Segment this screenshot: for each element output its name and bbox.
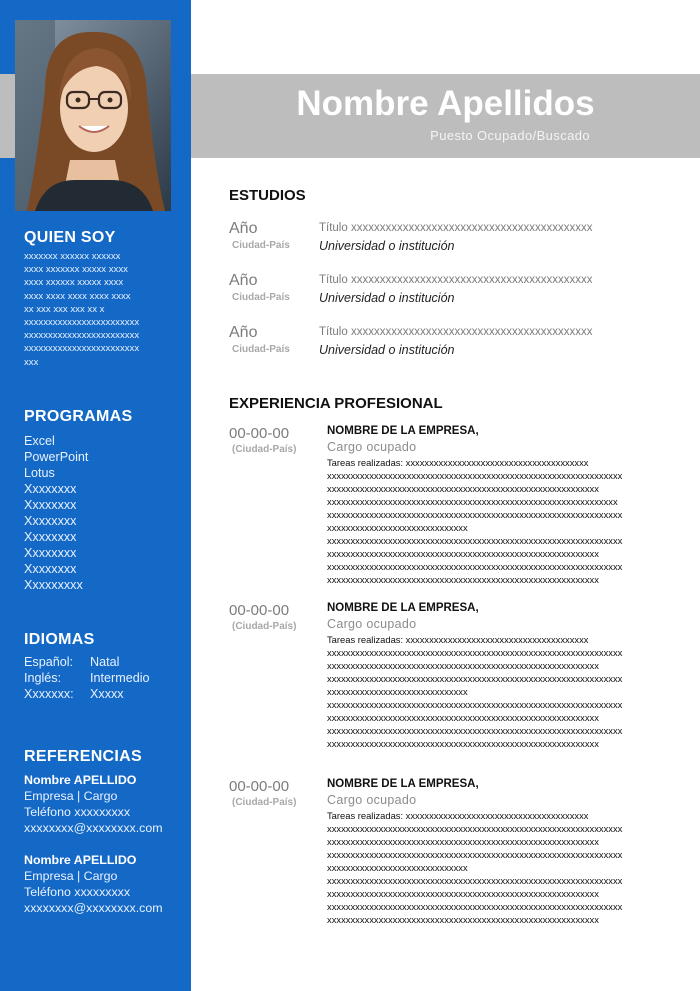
- study-institution: Universidad o institución: [319, 239, 455, 253]
- study-year: Año: [229, 324, 258, 341]
- reference-company: Empresa | Cargo: [24, 869, 118, 883]
- quien-soy-title: QUIEN SOY: [24, 229, 116, 246]
- reference-phone: Teléfono xxxxxxxxx: [24, 805, 131, 819]
- programa-item: Excel: [24, 434, 55, 448]
- idiomas-title: IDIOMAS: [24, 631, 95, 648]
- programa-item: Xxxxxxxx: [24, 482, 77, 496]
- quien-soy-line: xxx: [24, 356, 39, 368]
- reference-phone: Teléfono xxxxxxxxx: [24, 885, 131, 899]
- task-line: xxxxxxxxxxxxxxxxxxxxxxxxxxxxxxxxxxxxxxxxxxxxxxxxxxxxxxxxxxxxxx: [327, 496, 618, 507]
- experiencia-title: EXPERIENCIA PROFESIONAL: [229, 395, 443, 412]
- study-institution: Universidad o institución: [319, 343, 455, 357]
- task-line: xxxxxxxxxxxxxxxxxxxxxxxxxxxxxxxxxxxxxxxxxxxxxxxxxxxxxxxxxxxxxxx: [327, 699, 623, 710]
- quien-soy-line: xxxx xxxxxx xxxxx xxxx: [24, 277, 124, 289]
- programas-title: PROGRAMAS: [24, 408, 133, 425]
- quien-soy-line: xxxx xxxxxxx xxxxx xxxx: [24, 264, 128, 276]
- task-line: xxxxxxxxxxxxxxxxxxxxxxxxxxxxxxxxxxxxxxxxxxxxxxxxxxxxxxxxxx: [327, 836, 599, 847]
- idioma-row: [24, 655, 119, 669]
- experience-date: 00-00-00: [229, 602, 290, 619]
- profile-photo-icon: [15, 20, 171, 211]
- task-line: xxxxxxxxxxxxxxxxxxxxxxxxxxxxxxxxxxxxxxxxxxxxxxxxxxxxxxxxxx: [327, 660, 599, 671]
- study-title: Título xxxxxxxxxxxxxxxxxxxxxxxxxxxxxxxxxxxxxxxxxx: [319, 222, 593, 234]
- experience-role: Cargo ocupado: [327, 440, 417, 454]
- study-institution: Universidad o institución: [319, 291, 455, 305]
- programa-item: Xxxxxxxx: [24, 498, 77, 512]
- idioma-language: Xxxxxxx:: [24, 687, 74, 701]
- programa-item: Xxxxxxxx: [24, 562, 77, 576]
- task-line: xxxxxxxxxxxxxxxxxxxxxxxxxxxxxx: [327, 522, 468, 533]
- study-year: Año: [229, 272, 258, 289]
- reference-block: [24, 772, 163, 836]
- study-city: Ciudad-País: [232, 344, 290, 355]
- study-year: Año: [229, 220, 258, 237]
- task-line: xxxxxxxxxxxxxxxxxxxxxxxxxxxxxxxxxxxxxxxxxxxxxxxxxxxxxxxxxxxxxxx: [327, 673, 623, 684]
- reference-email: xxxxxxxx@xxxxxxxx.com: [24, 821, 163, 835]
- experience-company: NOMBRE DE LA EMPRESA,: [327, 778, 479, 790]
- reference-block: [24, 852, 163, 916]
- task-line: xxxxxxxxxxxxxxxxxxxxxxxxxxxxxxxxxxxxxxxxxxxxxxxxxxxxxxxxxxxxxxx: [327, 647, 623, 658]
- quien-soy-line: xxxxxxxxxxxxxxxxxxxxxxxx: [24, 330, 140, 342]
- quien-soy-line: xxxxxxxxxxxxxxxxxxxxxxxx: [24, 343, 140, 355]
- task-line: xxxxxxxxxxxxxxxxxxxxxxxxxxxxxx: [327, 862, 468, 873]
- study-item: [229, 220, 679, 260]
- estudios-title: ESTUDIOS: [229, 187, 306, 204]
- idioma-level: Intermedio: [90, 671, 150, 685]
- task-line: xxxxxxxxxxxxxxxxxxxxxxxxxxxxxxxxxxxxxxxxxxxxxxxxxxxxxxxxxxxxxxx: [327, 875, 623, 886]
- experience-city: (Ciudad-País): [232, 797, 297, 808]
- experience-date: 00-00-00: [229, 778, 290, 795]
- task-line: xxxxxxxxxxxxxxxxxxxxxxxxxxxxxxxxxxxxxxxxxxxxxxxxxxxxxxxxxx: [327, 574, 599, 585]
- task-line: xxxxxxxxxxxxxxxxxxxxxxxxxxxxxxxxxxxxxxxxxxxxxxxxxxxxxxxxxxxxxxx: [327, 470, 623, 481]
- reference-name: Nombre APELLIDO: [24, 773, 137, 787]
- study-title: Título xxxxxxxxxxxxxxxxxxxxxxxxxxxxxxxxxxxxxxxxxx: [319, 326, 593, 338]
- experience-role: Cargo ocupado: [327, 617, 417, 631]
- task-line: xxxxxxxxxxxxxxxxxxxxxxxxxxxxxxxxxxxxxxxxxxxxxxxxxxxxxxxxxx: [327, 888, 599, 899]
- programa-item: Lotus: [24, 466, 55, 480]
- page-subtitle: Puesto Ocupado/Buscado: [430, 128, 590, 143]
- idioma-language: Español:: [24, 655, 74, 669]
- idioma-row: [24, 671, 150, 685]
- programas-list: [24, 433, 88, 593]
- programa-item: Xxxxxxxx: [24, 546, 77, 560]
- task-line: xxxxxxxxxxxxxxxxxxxxxxxxxxxxxxxxxxxxxxxxxxxxxxxxxxxxxxxxxx: [327, 483, 599, 494]
- referencias-title: REFERENCIAS: [24, 748, 142, 765]
- task-line: xxxxxxxxxxxxxxxxxxxxxxxxxxxxxxxxxxxxxxxxxxxxxxxxxxxxxxxxxxxxxxx: [327, 901, 623, 912]
- task-line: Tareas realizadas: xxxxxxxxxxxxxxxxxxxxxxxxxxxxxxxxxxxxxxx: [327, 457, 589, 468]
- task-line: xxxxxxxxxxxxxxxxxxxxxxxxxxxxxxxxxxxxxxxxxxxxxxxxxxxxxxxxxxxxxxx: [327, 561, 623, 572]
- idioma-level: Xxxxx: [90, 687, 124, 701]
- task-line: xxxxxxxxxxxxxxxxxxxxxxxxxxxxxxxxxxxxxxxxxxxxxxxxxxxxxxxxxxxxxxx: [327, 849, 623, 860]
- task-line: xxxxxxxxxxxxxxxxxxxxxxxxxxxxxxxxxxxxxxxxxxxxxxxxxxxxxxxxxxxxxxx: [327, 823, 623, 834]
- task-line: xxxxxxxxxxxxxxxxxxxxxxxxxxxxxxxxxxxxxxxxxxxxxxxxxxxxxxxxxxxxxxx: [327, 725, 623, 736]
- reference-name: Nombre APELLIDO: [24, 853, 137, 867]
- experience-company: NOMBRE DE LA EMPRESA,: [327, 425, 479, 437]
- quien-soy-text: [24, 250, 174, 369]
- task-line: xxxxxxxxxxxxxxxxxxxxxxxxxxxxxxxxxxxxxxxxxxxxxxxxxxxxxxxxxx: [327, 738, 599, 749]
- experience-city: (Ciudad-País): [232, 621, 297, 632]
- idioma-language: Inglés:: [24, 671, 62, 685]
- task-line: xxxxxxxxxxxxxxxxxxxxxxxxxxxxxxxxxxxxxxxxxxxxxxxxxxxxxxxxxx: [327, 914, 599, 925]
- task-line: xxxxxxxxxxxxxxxxxxxxxxxxxxxxxxxxxxxxxxxxxxxxxxxxxxxxxxxxxxxxxxx: [327, 535, 623, 546]
- programa-item: Xxxxxxxxx: [24, 578, 83, 592]
- programa-item: Xxxxxxxx: [24, 514, 77, 528]
- quien-soy-line: xx xxx xxx xxx xx x: [24, 303, 105, 315]
- study-item: [229, 272, 679, 312]
- profile-photo: [15, 20, 171, 211]
- task-line: Tareas realizadas: xxxxxxxxxxxxxxxxxxxxxxxxxxxxxxxxxxxxxxx: [327, 634, 589, 645]
- study-item: [229, 324, 679, 364]
- idioma-level: Natal: [90, 655, 120, 669]
- experience-tasks: [327, 809, 655, 926]
- reference-company: Empresa | Cargo: [24, 789, 118, 803]
- reference-email: xxxxxxxx@xxxxxxxx.com: [24, 901, 163, 915]
- quien-soy-line: xxxx xxxx xxxx xxxx xxxx: [24, 290, 131, 302]
- study-city: Ciudad-País: [232, 292, 290, 303]
- idioma-row: [24, 687, 124, 701]
- experience-role: Cargo ocupado: [327, 793, 417, 807]
- programa-item: Xxxxxxxx: [24, 530, 77, 544]
- programa-item: PowerPoint: [24, 450, 89, 464]
- page-title: Nombre Apellidos: [296, 84, 595, 123]
- experience-tasks: [327, 633, 655, 750]
- task-line: xxxxxxxxxxxxxxxxxxxxxxxxxxxxxxxxxxxxxxxxxxxxxxxxxxxxxxxxxxxxxxx: [327, 509, 623, 520]
- experience-date: 00-00-00: [229, 425, 290, 442]
- task-line: xxxxxxxxxxxxxxxxxxxxxxxxxxxxxxxxxxxxxxxxxxxxxxxxxxxxxxxxxx: [327, 548, 599, 559]
- experience-tasks: [327, 456, 655, 586]
- task-line: xxxxxxxxxxxxxxxxxxxxxxxxxxxxxxxxxxxxxxxxxxxxxxxxxxxxxxxxxx: [327, 712, 599, 723]
- experience-company: NOMBRE DE LA EMPRESA,: [327, 602, 479, 614]
- header-band-left: [0, 74, 15, 158]
- study-title: Título xxxxxxxxxxxxxxxxxxxxxxxxxxxxxxxxxxxxxxxxxx: [319, 274, 593, 286]
- task-line: Tareas realizadas: xxxxxxxxxxxxxxxxxxxxxxxxxxxxxxxxxxxxxxx: [327, 810, 589, 821]
- quien-soy-line: xxxxxxx xxxxxx xxxxxx: [24, 251, 121, 262]
- quien-soy-line: xxxxxxxxxxxxxxxxxxxxxxxx: [24, 317, 140, 329]
- task-line: xxxxxxxxxxxxxxxxxxxxxxxxxxxxxx: [327, 686, 468, 697]
- study-city: Ciudad-País: [232, 240, 290, 251]
- experience-city: (Ciudad-País): [232, 444, 297, 455]
